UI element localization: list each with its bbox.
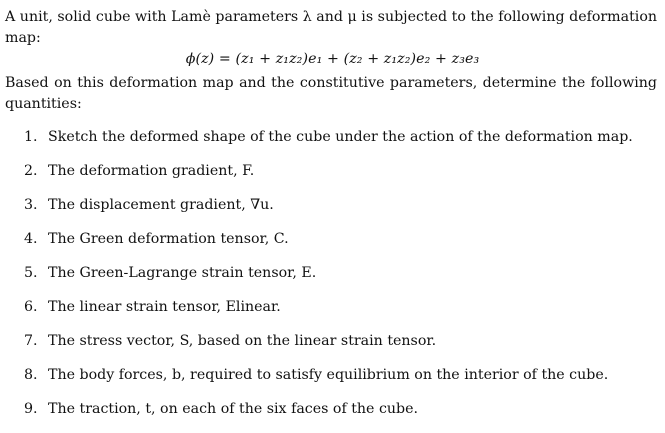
question-number: 9.	[24, 401, 38, 417]
question-item	[24, 127, 633, 161]
question-text: The traction, t, on each of the six faces of the cube.	[48, 401, 419, 417]
question-item	[24, 297, 633, 331]
question-number: 7.	[24, 333, 38, 349]
question-text: The stress vector, S, based on the linear strain tensor.	[48, 333, 437, 349]
question-number: 5.	[24, 265, 38, 281]
question-text: The body forces, b, required to satisfy equilibrium on the interior of the cube.	[48, 367, 609, 383]
problem-outro: Based on this deformation map and the constitutive parameters, determine the following quantities:	[5, 75, 657, 112]
question-number: 6.	[24, 299, 38, 315]
question-item	[24, 161, 633, 195]
question-number: 3.	[24, 197, 38, 213]
question-item	[24, 331, 633, 365]
question-number: 8.	[24, 367, 38, 383]
problem-intro: A unit, solid cube with Lamè parameters λ and μ is subjected to the following deformation map:	[5, 9, 657, 46]
deformation-map-equation: ϕ(z) = (z₁ + z₁z₂)e₁ + (z₂ + z₁z₂)e₂ + z₃e₃	[185, 51, 480, 67]
question-text: The deformation gradient, F.	[48, 163, 255, 179]
question-text: The linear strain tensor, Elinear.	[48, 299, 281, 315]
question-number: 1.	[24, 129, 38, 145]
question-text: The Green-Lagrange strain tensor, E.	[48, 265, 317, 281]
question-item	[24, 399, 633, 433]
question-text: The Green deformation tensor, C.	[48, 231, 289, 247]
question-item	[24, 365, 633, 399]
question-number: 4.	[24, 231, 38, 247]
question-text: Sketch the deformed shape of the cube under the action of the deformation map.	[48, 129, 633, 145]
question-item	[24, 263, 633, 297]
question-list	[24, 127, 633, 433]
question-item	[24, 195, 633, 229]
question-number: 2.	[24, 163, 38, 179]
question-text: The displacement gradient, ∇u.	[48, 197, 274, 213]
question-item	[24, 229, 633, 263]
